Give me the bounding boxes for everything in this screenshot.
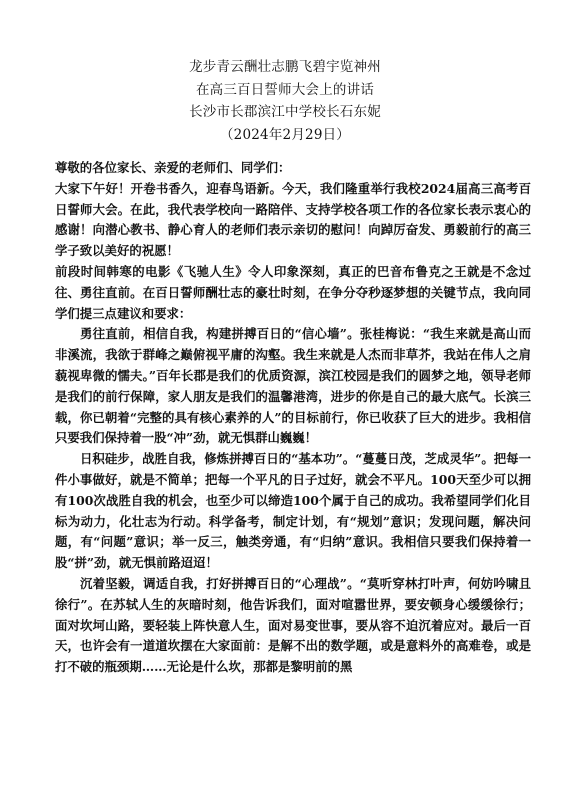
salutation: 尊敬的各位家长、亲爱的老师们、同学们： xyxy=(55,160,291,175)
paragraph-point-three: 沉着坚毅，调适自我，打好拼搏百日的“心理战”。“莫听穿林打叶声，何妨吟啸且徐行”。在苏轼人生的灰暗时刻，他告诉我们，面对喧嚣世界，要安顿身心缓缓徐行；面对坎坷山路，要轻装上阵快意人生，面对易变世事，要从容不迫沉着应对。最后一百天，也许会有一道道坎摆在大家面前：是解不出的数学题，或是意料外的高难卷，或是打不破的瓶颈期……无论是什么坎，那都是黎明前的黑 xyxy=(55,575,531,675)
paragraph-point-two: 日积硅步，战胜自我，修炼拼搏百日的“基本功”。“蔓蔓日茂，芝成灵华”。把每一件小事做好，就是不简单；把每一个平凡的日子过好，就会不平凡。100天至少可以拥有100次战胜自我的机会，也至少可以缔造100个属于自己的成功。我希望同学们化目标为动力，化壮志为行动。科学备考，制定计划，有“规划”意识；发现问题，解决问题，有“问题”意识；举一反三，触类旁通，有“归纳”意识。我相信只要我们保持着一股“拼”劲，就无惧前路迢迢！ xyxy=(55,451,531,571)
speech-subtitle: 在高三百日誓师大会上的讲话 xyxy=(195,81,375,98)
paragraph-intro: 前段时间韩寒的电影《飞驰人生》令人印象深刻，真正的巴音布鲁克之王就是不念过往、勇往直前。在百日誓师酬壮志的豪壮时刻，在争分夺秒逐梦想的关键节点，我向同学们提三点建议和要求： xyxy=(55,263,531,321)
speech-title: 龙步青云酬壮志鹏飞碧宇览神州 xyxy=(189,59,381,75)
speech-date: （2024年2月29日） xyxy=(219,126,351,143)
paragraph-greeting: 大家下午好！开卷书香久，迎春鸟语新。今天，我们隆重举行我校2024届高三高考百日誓师大会。在此，我代表学校向一路陪伴、支持学校各项工作的各位家长表示衷心的感谢！向潜心教书、静心育人的老师们表示亲切的慰问！向踔厉奋发、勇毅前行的高三学子致以美好的祝愿！ xyxy=(55,180,531,259)
speech-body xyxy=(55,158,531,678)
speech-title-block xyxy=(0,56,570,146)
paragraph-point-one: 勇往直前，相信自我，构建拼搏百日的“信心墙”。张桂梅说：“我生来就是高山而非溪流，我欲于群峰之巅俯视平庸的沟壑。我生来就是人杰而非草芥，我站在伟人之肩藐视卑微的懦夫。”百年长郡是我们的优质资源，滨江校园是我们的圆梦之地，领导老师是我们的前行保障，家人朋友是我们的温馨港湾，进步的你是自己的最大底气。长滨三载，你已朝着“完整的具有核心素养的人”的目标前行，你已收获了巨大的进步。我相信只要我们保持着一股“冲”劲，就无惧群山巍巍！ xyxy=(55,326,531,446)
speaker-line: 长沙市长郡滨江中学校长石东妮 xyxy=(189,104,381,120)
